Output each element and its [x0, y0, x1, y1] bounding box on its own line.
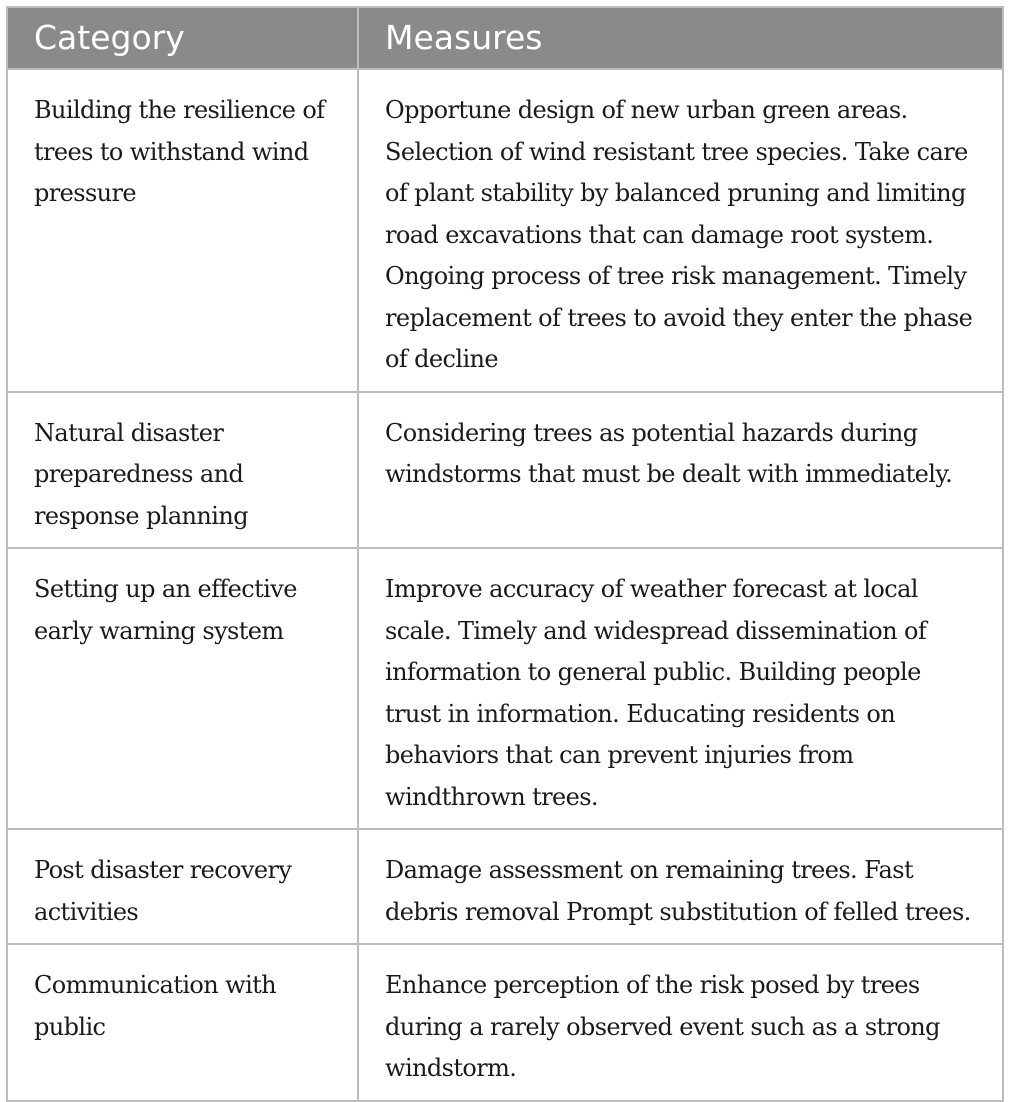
table-row: [8, 944, 1002, 1100]
table-body: [8, 69, 1002, 1100]
category-cell: Natural disaster preparedness and response planning: [8, 392, 358, 549]
table-row: [8, 392, 1002, 549]
category-cell: Post disaster recovery activities: [8, 829, 358, 944]
table-row: [8, 69, 1002, 392]
measures-table: [8, 8, 1002, 1100]
header-row: [8, 8, 1002, 69]
header-measures: Measures: [358, 8, 1002, 69]
category-cell: Communication with public: [8, 944, 358, 1100]
measures-table-container: [6, 6, 1004, 1102]
measures-cell: Opportune design of new urban green areas. Selection of wind resistant tree species. Take care of plant stability by balanced pruning and limiting road excavations that can damage root system. Ongoing process of tree risk management. Timely replacement of trees to avoid they enter the phase of decline: [358, 69, 1002, 392]
table-row: [8, 548, 1002, 829]
measures-cell: Damage assessment on remaining trees. Fast debris removal Prompt substitution of felled trees.: [358, 829, 1002, 944]
table-row: [8, 829, 1002, 944]
table-header: [8, 8, 1002, 69]
header-category: Category: [8, 8, 358, 69]
measures-cell: Improve accuracy of weather forecast at local scale. Timely and widespread dissemination of information to general public. Building people trust in information. Educating residents on behaviors that can prevent injuries from windthrown trees.: [358, 548, 1002, 829]
measures-cell: Considering trees as potential hazards during windstorms that must be dealt with immediately.: [358, 392, 1002, 549]
category-cell: Setting up an effective early warning system: [8, 548, 358, 829]
measures-cell: Enhance perception of the risk posed by trees during a rarely observed event such as a strong windstorm.: [358, 944, 1002, 1100]
category-cell: Building the resilience of trees to withstand wind pressure: [8, 69, 358, 392]
